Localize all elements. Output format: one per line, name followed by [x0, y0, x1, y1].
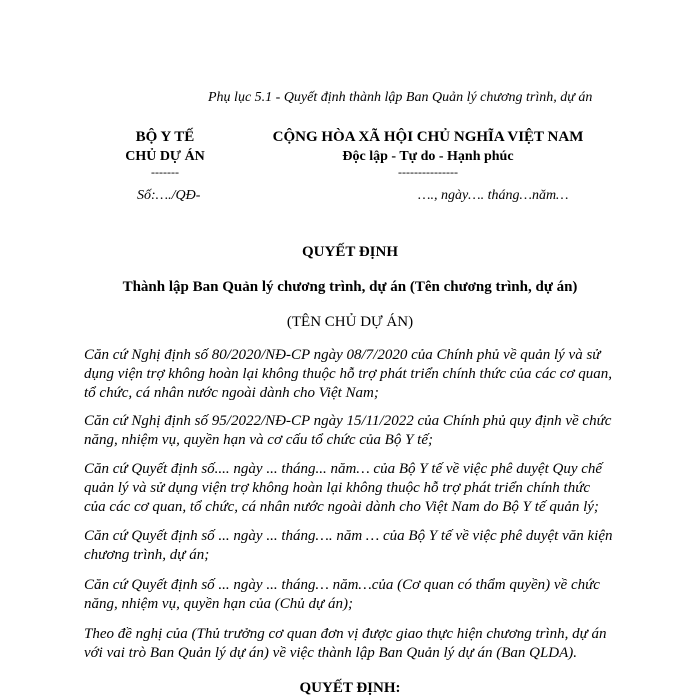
appendix-label: Phụ lục 5.1 - Quyết định thành lập Ban Quản lý chương trình, dự án: [208, 90, 593, 105]
national-motto: [258, 128, 598, 178]
document-number: Số:…./QĐ-: [137, 188, 201, 203]
proposal-paragraph: Theo đề nghị của (Thủ trưởng cơ quan đơn vị được giao thực hiện chương trình, dự án với vai trò Ban Quản lý dự án) về việc thành lập Ban Quản lý dự án (Ban QLDA).: [84, 626, 607, 661]
motto: Độc lập - Tự do - Hạnh phúc: [342, 149, 514, 164]
legal-basis-paragraph: Căn cứ Quyết định số.... ngày ... tháng... năm… của Bộ Y tế về việc phê duyệt Quy chế quản lý và sử dụng viện trợ không hoàn lại không thuộc hỗ trợ phát triển chính thức của các cơ quan, tổ chức, cá nhân nước ngoài dành cho Việt Nam do Bộ Y tế quản lý;: [84, 461, 603, 515]
legal-basis-paragraph: Căn cứ Quyết định số ... ngày ... tháng…. năm … của Bộ Y tế về việc phê duyệt văn kiện chương trình, dự án;: [84, 528, 613, 563]
legal-basis-paragraph: Căn cứ Nghị định số 80/2020/NĐ-CP ngày 08/7/2020 của Chính phủ về quản lý và sử dụng viện trợ không hoàn lại không thuộc hỗ trợ phát triển chính thức của các cơ quan, tổ chức, cá nhân nước ngoài dành cho Việt Nam;: [84, 347, 612, 401]
country-name: CỘNG HÒA XÃ HỘI CHỦ NGHĨA VIỆT NAM: [272, 129, 584, 145]
legal-basis-paragraph: Căn cứ Nghị định số 95/2022/NĐ-CP ngày 15/11/2022 của Chính phủ quy định về chức năng, nhiệm vụ, quyền hạn và cơ cấu tổ chức của Bộ Y tế;: [84, 413, 612, 448]
project-owner-label: CHỦ DỰ ÁN: [125, 149, 205, 164]
right-header-underline: ---------------: [398, 165, 458, 179]
legal-basis-paragraph: Căn cứ Quyết định số ... ngày ... tháng… năm…của (Cơ quan có thẩm quyền) về chức năng, nhiệm vụ, quyền hạn của (Chủ dự án);: [84, 577, 600, 612]
issuer-name: (TÊN CHỦ DỰ ÁN): [286, 314, 414, 330]
document-title: QUYẾT ĐỊNH: [302, 244, 398, 260]
document-subtitle: Thành lập Ban Quản lý chương trình, dự án (Tên chương trình, dự án): [122, 279, 578, 295]
issuing-authority: [100, 128, 230, 178]
document-date: …., ngày…. tháng…năm…: [418, 188, 569, 203]
ministry-name: BỘ Y TẾ: [135, 129, 195, 145]
left-header-underline: -------: [151, 165, 179, 179]
decision-heading: QUYẾT ĐỊNH:: [299, 680, 401, 696]
